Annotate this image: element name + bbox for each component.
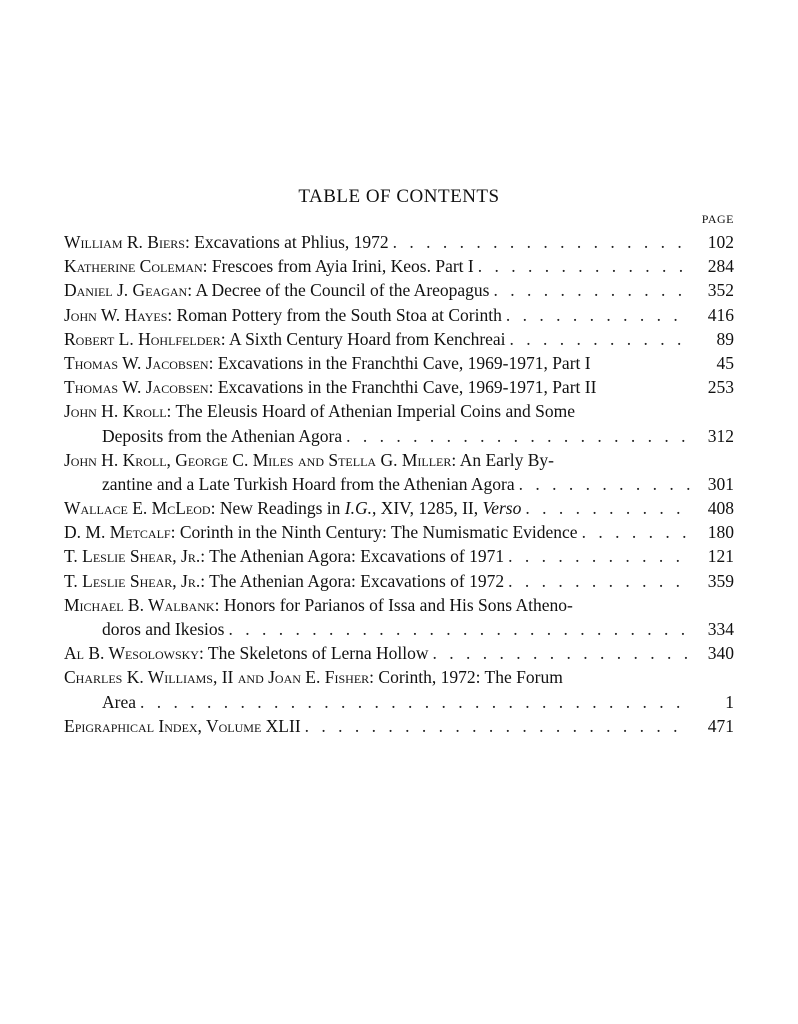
toc-entry-biers[interactable]: William R. Biers: Excavations at Phlius, 1972 . . . 102 xyxy=(64,230,734,254)
toc-entry-kroll[interactable]: John H. Kroll: The Eleusis Hoard of Athenian Imperial Coins and Some Deposits from the Athenian Agora . . . 312 xyxy=(64,399,734,447)
entry-title: Excavations in the Franchthi Cave, 1969-1971, Part II xyxy=(217,377,597,398)
entry-author: Thomas W. Jacobsen xyxy=(64,377,209,398)
toc-entry-shear-1971[interactable]: T. Leslie Shear, Jr.: The Athenian Agora: Excavations of 1971 . . . 121 xyxy=(64,544,734,568)
leader-dots xyxy=(393,230,690,254)
entry-title: A Decree of the Council of the Areopagus xyxy=(195,280,490,301)
table-of-contents xyxy=(64,230,734,738)
entry-author: Al B. Wesolowsky xyxy=(64,643,199,664)
toc-entry-williams-fisher[interactable]: Charles K. Williams, II and Joan E. Fisher: Corinth, 1972: The Forum Area . . . 1 xyxy=(64,665,734,713)
toc-entry-geagan[interactable]: Daniel J. Geagan: A Decree of the Council of the Areopagus . . . 352 xyxy=(64,278,734,302)
entry-title: Roman Pottery from the South Stoa at Corinth xyxy=(176,304,502,325)
entry-title-line-1: An Early By- xyxy=(459,449,554,470)
entry-title-line-2: doros and Ikesios xyxy=(102,619,225,639)
leader-dots xyxy=(506,303,690,327)
entry-title: A Sixth Century Hoard from Kenchreai xyxy=(229,328,506,349)
entry-author: Michael B. Walbank xyxy=(64,594,215,615)
leader-dots xyxy=(478,254,690,278)
entry-title-line-1: Honors for Parianos of Issa and His Sons Atheno- xyxy=(223,594,573,615)
entry-title: Frescoes from Ayia Irini, Keos. Part I xyxy=(211,256,474,277)
leader-dots xyxy=(508,544,690,568)
entry-title: Excavations at Phlius, 1972 xyxy=(194,232,389,252)
entry-title-prefix: New Readings in xyxy=(219,498,345,519)
entry-title-ig: I.G. xyxy=(344,498,372,519)
toc-entry-epigraphical-index[interactable] xyxy=(64,714,734,738)
entry-author: T. Leslie Shear, Jr. xyxy=(64,570,201,591)
leader-dots xyxy=(582,520,690,544)
entry-page: 1 xyxy=(725,691,734,712)
entry-page: 284 xyxy=(707,256,734,277)
entry-page: 102 xyxy=(707,232,734,252)
toc-entry-jacobsen-part-1[interactable]: Thomas W. Jacobsen: Excavations in the Franchthi Cave, 1969-1971, Part I 45 xyxy=(64,351,734,375)
leader-dots xyxy=(346,424,690,448)
leader-dots xyxy=(305,714,690,738)
leader-dots xyxy=(525,496,690,520)
entry-page: 334 xyxy=(707,619,734,639)
toc-entry-jacobsen-part-2[interactable]: Thomas W. Jacobsen: Excavations in the Franchthi Cave, 1969-1971, Part II 253 xyxy=(64,375,734,399)
entry-page: 312 xyxy=(707,425,734,446)
entry-title-line-1: The Eleusis Hoard of Athenian Imperial Coins and Some xyxy=(175,401,575,422)
entry-page: 416 xyxy=(707,304,734,325)
entry-author: William R. Biers xyxy=(64,232,185,252)
entry-title-middle: , XIV, 1285, II, xyxy=(371,498,483,519)
entry-author: John H. Kroll, George C. Miles and Stella G. Miller xyxy=(64,449,452,470)
entry-title: Excavations in the Franchthi Cave, 1969-1971, Part I xyxy=(217,352,591,373)
entry-page: 408 xyxy=(707,498,734,519)
leader-dots xyxy=(433,641,690,665)
entry-title: The Athenian Agora: Excavations of 1972 xyxy=(209,570,505,591)
toc-entry-hohlfelder[interactable]: Robert L. Hohlfelder: A Sixth Century Hoard from Kenchreai . . . 89 xyxy=(64,327,734,351)
entry-author: T. Leslie Shear, Jr. xyxy=(64,546,201,567)
entry-page: 301 xyxy=(707,473,734,494)
entry-page: 359 xyxy=(707,570,734,591)
entry-author: D. M. Metcalf xyxy=(64,522,171,543)
leader-dots xyxy=(508,569,690,593)
entry-page: 45 xyxy=(716,352,734,373)
toc-entry-metcalf[interactable]: D. M. Metcalf: Corinth in the Ninth Century: The Numismatic Evidence . . . 180 xyxy=(64,520,734,544)
toc-entry-shear-1972[interactable]: T. Leslie Shear, Jr.: The Athenian Agora: Excavations of 1972 . . . 359 xyxy=(64,569,734,593)
entry-page: 89 xyxy=(716,328,734,349)
entry-author: Charles K. Williams, II and Joan E. Fisher xyxy=(64,667,370,688)
entry-author: Katherine Coleman xyxy=(64,256,203,277)
toc-entry-hayes[interactable]: John W. Hayes: Roman Pottery from the South Stoa at Corinth . . . 416 xyxy=(64,303,734,327)
toc-entry-coleman[interactable]: Katherine Coleman: Frescoes from Ayia Irini, Keos. Part I . . . 284 xyxy=(64,254,734,278)
entry-title: The Skeletons of Lerna Hollow xyxy=(207,643,429,664)
entry-author: Thomas W. Jacobsen xyxy=(64,352,209,373)
entry-page: 180 xyxy=(707,522,734,543)
leader-dots xyxy=(140,690,690,714)
entry-page: 121 xyxy=(707,546,734,567)
entry-title: Corinth in the Ninth Century: The Numismatic Evidence xyxy=(179,522,578,543)
entry-page: 352 xyxy=(707,280,734,301)
page-title: TABLE OF CONTENTS xyxy=(298,186,500,207)
leader-dots xyxy=(228,617,690,641)
page-column-label: PAGE xyxy=(701,212,734,226)
entry-title-line-2: zantine and a Late Turkish Hoard from the Athenian Agora xyxy=(102,473,515,494)
entry-heading: Epigraphical Index, Volume XLII xyxy=(64,715,301,736)
toc-entry-wesolowsky[interactable]: Al B. Wesolowsky: The Skeletons of Lerna Hollow . . . 340 xyxy=(64,641,734,665)
toc-entry-kroll-miles-miller[interactable]: John H. Kroll, George C. Miles and Stella G. Miller: An Early By- zantine and a Late Turkish Hoard from the Athenian Agora . . . 301 xyxy=(64,448,734,496)
entry-author: Robert L. Hohlfelder xyxy=(64,328,221,349)
entry-title-verso: Verso xyxy=(482,498,522,519)
entry-title: The Athenian Agora: Excavations of 1971 xyxy=(209,546,505,567)
leader-dots xyxy=(494,278,691,302)
entry-author: Daniel J. Geagan xyxy=(64,280,188,301)
toc-entry-mcleod[interactable]: Wallace E. McLeod: New Readings in I.G., XIV, 1285, II, Verso . . . 408 xyxy=(64,496,734,520)
entry-author: John H. Kroll xyxy=(64,401,167,422)
toc-entry-walbank[interactable]: Michael B. Walbank: Honors for Parianos of Issa and His Sons Atheno- doros and Ikesios . . . 334 xyxy=(64,593,734,641)
entry-title-line-1: Corinth, 1972: The Forum xyxy=(378,667,563,688)
entry-page: 253 xyxy=(707,377,734,398)
entry-page: 340 xyxy=(707,643,734,664)
entry-title-line-2: Area xyxy=(102,691,137,712)
entry-page: 471 xyxy=(707,715,734,736)
entry-author: John W. Hayes xyxy=(64,304,168,325)
leader-dots xyxy=(519,472,690,496)
leader-dots xyxy=(510,327,690,351)
entry-title-line-2: Deposits from the Athenian Agora xyxy=(102,425,343,446)
entry-author: Wallace E. McLeod xyxy=(64,498,211,519)
